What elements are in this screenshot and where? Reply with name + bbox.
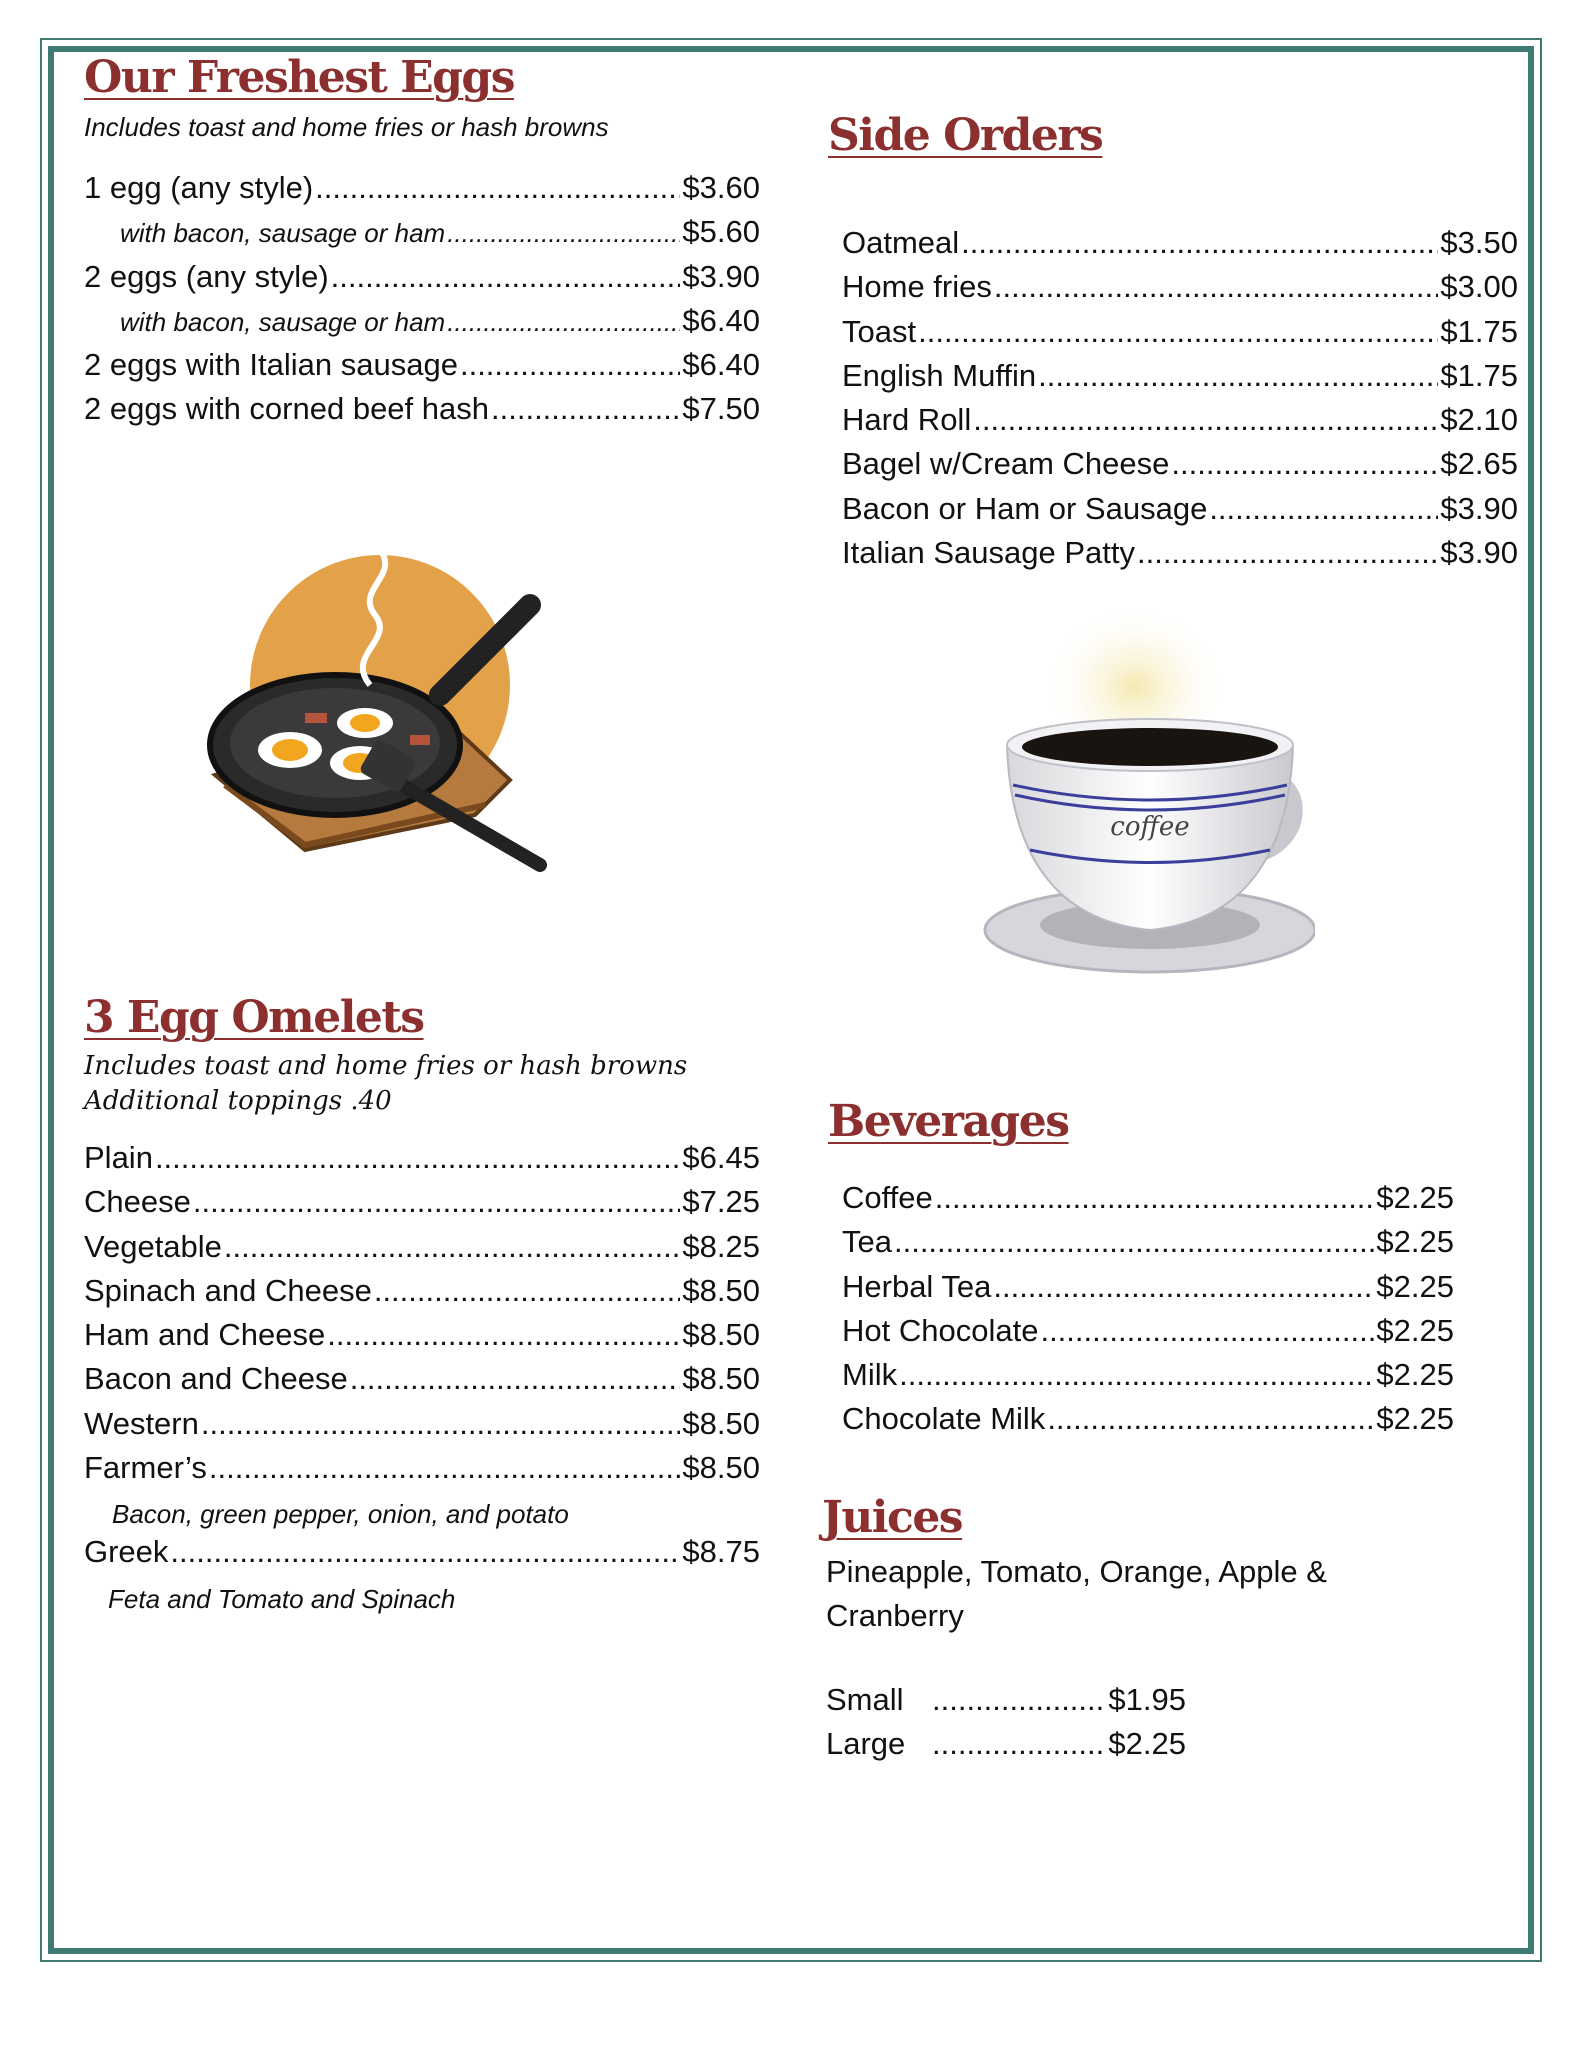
dot-leader [1209,491,1438,527]
menu-item [84,170,760,214]
cup-label: coffee [1110,812,1190,842]
item-price: $2.25 [1108,1726,1186,1762]
eggs-subtitle: Includes toast and home fries or hash browns [84,112,609,142]
menu-item [842,225,1518,269]
dot-leader [374,1273,681,1309]
dot-leader [447,307,680,338]
dot-leader [932,1726,1106,1762]
item-name: Italian Sausage Patty [842,535,1135,571]
menu-item [84,303,760,347]
item-name: with bacon, sausage or ham [120,306,446,337]
menu-item [842,535,1518,579]
item-price: $3.00 [1440,269,1518,305]
item-name: Chocolate Milk [842,1401,1046,1437]
item-description: Bacon, green pepper, onion, and potato [112,1499,569,1530]
menu-item [826,1726,1186,1770]
eggs-heading: Our Freshest Eggs [84,52,514,103]
menu-item [826,1682,1186,1726]
dot-leader [224,1229,681,1265]
item-price: $8.50 [682,1361,760,1397]
menu-item [842,402,1518,446]
item-name: 1 egg (any style) [84,170,314,205]
item-price: $3.90 [1440,535,1518,571]
item-name: English Muffin [842,357,1037,393]
item-description: Feta and Tomato and Spinach [108,1583,456,1614]
dot-leader [193,1184,681,1220]
dot-leader [961,225,1438,261]
item-name: Oatmeal [842,225,960,260]
item-name: Hard Roll [842,402,972,438]
juice-flavors: Pineapple, Tomato, Orange, Apple & [826,1554,1327,1589]
juice-sizes [826,1682,1186,1771]
dot-leader [973,402,1438,438]
item-name: Toast [842,313,917,349]
item-price: $2.25 [1376,1268,1454,1304]
item-name: Greek [84,1534,169,1570]
dot-leader [327,1317,680,1353]
dot-leader [315,170,680,206]
item-price: $3.60 [682,170,760,205]
item-price: $2.65 [1440,446,1518,482]
dot-leader [201,1406,681,1442]
sides-heading: Side Orders [828,110,1103,161]
menu-item [84,347,760,391]
frying-pan-eggs-icon [185,535,555,880]
beverages-list [842,1180,1454,1446]
item-price: $2.25 [1376,1180,1454,1215]
item-name: Coffee [842,1180,933,1215]
menu-item [84,1140,760,1184]
menu-item [842,314,1518,358]
menu-item [842,1180,1454,1224]
menu-item [842,446,1518,490]
item-name: Tea [842,1224,892,1260]
dot-leader [899,1357,1374,1393]
item-price: $8.25 [682,1228,760,1264]
beverages-heading: Beverages [828,1096,1069,1147]
item-name: Herbal Tea [842,1268,992,1304]
item-price: $6.40 [682,347,760,383]
dot-leader [447,218,680,249]
item-price: $2.25 [1376,1312,1454,1348]
dot-leader [932,1682,1106,1718]
item-price: $3.90 [1440,490,1518,526]
item-price: $8.50 [682,1317,760,1353]
dot-leader [918,314,1438,350]
dot-leader [209,1450,681,1486]
dot-leader [350,1361,681,1397]
item-price: $3.50 [1440,225,1518,260]
item-price: $7.50 [682,391,760,427]
dot-leader [1137,535,1438,571]
item-name: 2 eggs (any style) [84,258,329,294]
menu-item [84,259,760,303]
item-name: Bacon and Cheese [84,1361,348,1397]
menu-item [84,1406,760,1450]
item-price: $5.60 [682,214,760,250]
item-name: Cheese [84,1184,191,1220]
item-price: $6.40 [682,302,760,338]
dot-leader [1040,1313,1374,1349]
dot-leader [460,347,680,383]
menu-item [84,1450,760,1494]
item-name: Milk [842,1357,898,1393]
menu-item [842,1269,1454,1313]
item-name: Spinach and Cheese [84,1272,372,1308]
menu-item [84,214,760,258]
menu-item [842,491,1518,535]
menu-item [842,1224,1454,1268]
item-name: Western [84,1405,199,1441]
item-price: $8.50 [682,1405,760,1441]
item-name: with bacon, sausage or ham [120,218,446,249]
item-price: $1.75 [1440,313,1518,349]
item-name: Large [826,1726,906,1762]
menu-item [84,1184,760,1228]
dot-leader [170,1534,680,1570]
item-price: $2.25 [1376,1401,1454,1437]
dot-leader [1047,1401,1374,1437]
coffee-cup-icon [975,590,1315,990]
omelets-toppings: Additional toppings .40 [84,1086,392,1116]
dot-leader [491,391,680,427]
item-price: $2.10 [1440,402,1518,438]
item-name: 2 eggs with corned beef hash [84,391,489,427]
menu-item [84,1361,760,1405]
menu-item [84,1273,760,1317]
dot-leader [155,1140,680,1176]
dot-leader [1038,358,1438,394]
item-name: Hot Chocolate [842,1312,1039,1348]
juice-flavors-cont: Cranberry [826,1598,964,1633]
menu-item [84,1229,760,1273]
eggs-list [84,170,760,436]
item-price: $8.50 [682,1272,760,1308]
item-price: $3.90 [682,258,760,294]
item-name: Farmer’s [84,1450,207,1486]
item-price: $1.95 [1108,1682,1186,1717]
item-name: Bagel w/Cream Cheese [842,446,1170,482]
dot-leader [994,269,1439,305]
menu-item [84,391,760,435]
omelets-subtitle: Includes toast and home fries or hash browns [84,1051,688,1081]
dot-leader [331,259,681,295]
dot-leader [894,1224,1374,1260]
item-price: $2.25 [1376,1357,1454,1393]
item-price: $7.25 [682,1184,760,1220]
dot-leader [935,1180,1375,1216]
juices-heading: Juices [822,1492,963,1543]
omelets-heading: 3 Egg Omelets [84,992,424,1043]
item-price: $6.45 [682,1140,760,1175]
omelets-list [84,1140,760,1619]
menu-item [84,1534,760,1578]
menu-item [842,1357,1454,1401]
menu-item [842,1313,1454,1357]
dot-leader [1171,446,1438,482]
dot-leader [993,1269,1374,1305]
item-price: $1.75 [1440,357,1518,393]
item-name: Vegetable [84,1228,222,1264]
menu-item [842,358,1518,402]
item-name: 2 eggs with Italian sausage [84,347,458,383]
menu-item [842,1401,1454,1445]
item-price: $8.75 [682,1534,760,1570]
item-name: Plain [84,1140,153,1175]
item-price: $8.50 [682,1450,760,1486]
item-name: Small [826,1682,904,1717]
sides-list [842,225,1518,579]
item-price: $2.25 [1376,1224,1454,1260]
menu-item [84,1317,760,1361]
item-name: Ham and Cheese [84,1317,326,1353]
menu-item [842,269,1518,313]
item-name: Home fries [842,269,992,305]
item-name: Bacon or Ham or Sausage [842,490,1208,526]
coffee-surface [1022,728,1278,766]
